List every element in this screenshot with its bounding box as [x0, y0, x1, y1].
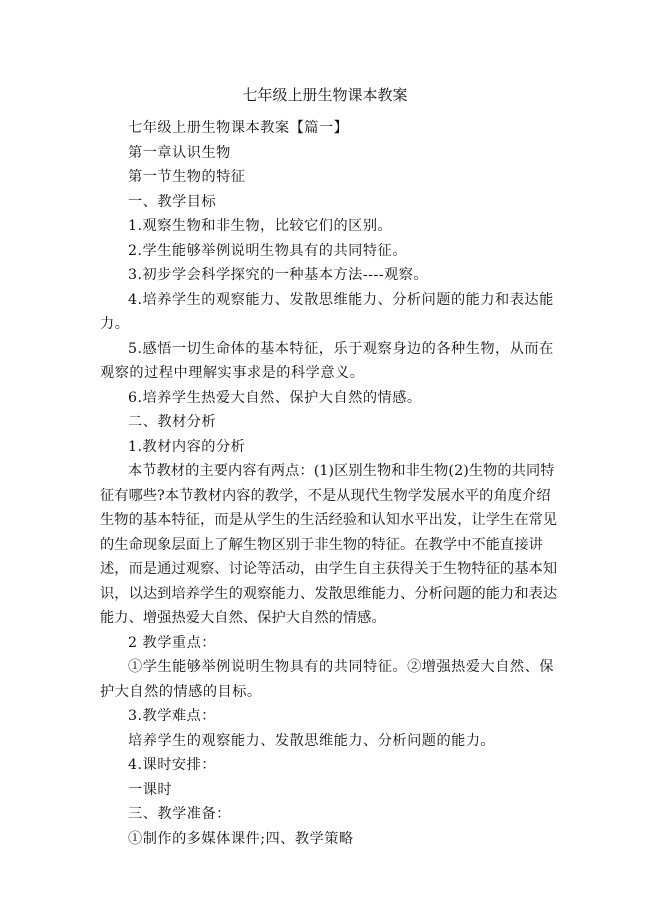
paragraph-goal-2: 2.学生能够举例说明生物具有的共同特征。 [128, 242, 407, 259]
paragraph-key-points-heading: 2 教学重点： [128, 634, 216, 651]
paragraph-goal-3: 3.初步学会科学探究的一种基本方法----观察。 [128, 267, 429, 283]
paragraph-key-points-body: ①学生能够举例说明生物具有的共同特征。②增强热爱大自然、保护大自然的情感的目标。 [100, 659, 554, 700]
paragraph-content-analysis-heading: 1.教材内容的分析 [128, 438, 246, 455]
paragraph-difficulties-body: 培养学生的观察能力、发散思维能力、分析问题的能力。 [128, 732, 496, 749]
paragraph-chapter: 第一章认识生物 [128, 144, 231, 161]
paragraph-schedule-heading: 4.课时安排： [128, 757, 216, 773]
paragraph-teaching-goals-heading: 一、教学目标 [128, 193, 217, 210]
paragraph-goal-5: 5.感悟一切生命体的基本特征，乐于观察身边的各种生物，从而在观察的过程中理解实事求是的科学意义。 [100, 340, 554, 381]
paragraph-section: 第一节生物的特征 [128, 169, 246, 185]
paragraph-heading-part1: 七年级上册生物课本教案【篇一】 [128, 120, 349, 136]
paragraph-goal-4: 4.培养学生的观察能力、发散思维能力、分析问题的能力和表达能力。 [100, 291, 554, 332]
paragraph-goal-6: 6.培养学生热爱大自然、保护大自然的情感。 [128, 389, 422, 406]
paragraph-schedule-body: 一课时 [128, 781, 173, 798]
paragraph-material-analysis-heading: 二、教材分析 [128, 414, 217, 430]
paragraph-goal-1: 1.观察生物和非生物，比较它们的区别。 [128, 218, 393, 234]
paragraph-content-analysis-body: 本节教材的主要内容有两点：(1)区别生物和非生物(2)生物的共同特征有哪些?本节教材内容的教学，不是从现代生物学发展水平的角度介绍生物的基本特征，而是从学生的生活经验和认知水平出发，让学生在常见的生命现象层面上了解生物区别于非生物的特征。在教学中不能直接讲述，而是通过观察、讨论等活动，由学生自主获得关于生物特征的基本知识，以达到培养学生的观察能力、发散思维能力、分析问题的能力和表达能力、增强热爱大自然、保护大自然的情感。 [100, 463, 558, 626]
paragraph-preparation-body: ①制作的多媒体课件;四、教学策略 [128, 830, 354, 847]
document-body [100, 116, 560, 851]
document-title: 七年级上册生物课本教案 [242, 86, 408, 104]
paragraph-difficulties-heading: 3.教学难点： [128, 708, 216, 724]
paragraph-preparation-heading: 三、教学准备： [128, 806, 231, 822]
